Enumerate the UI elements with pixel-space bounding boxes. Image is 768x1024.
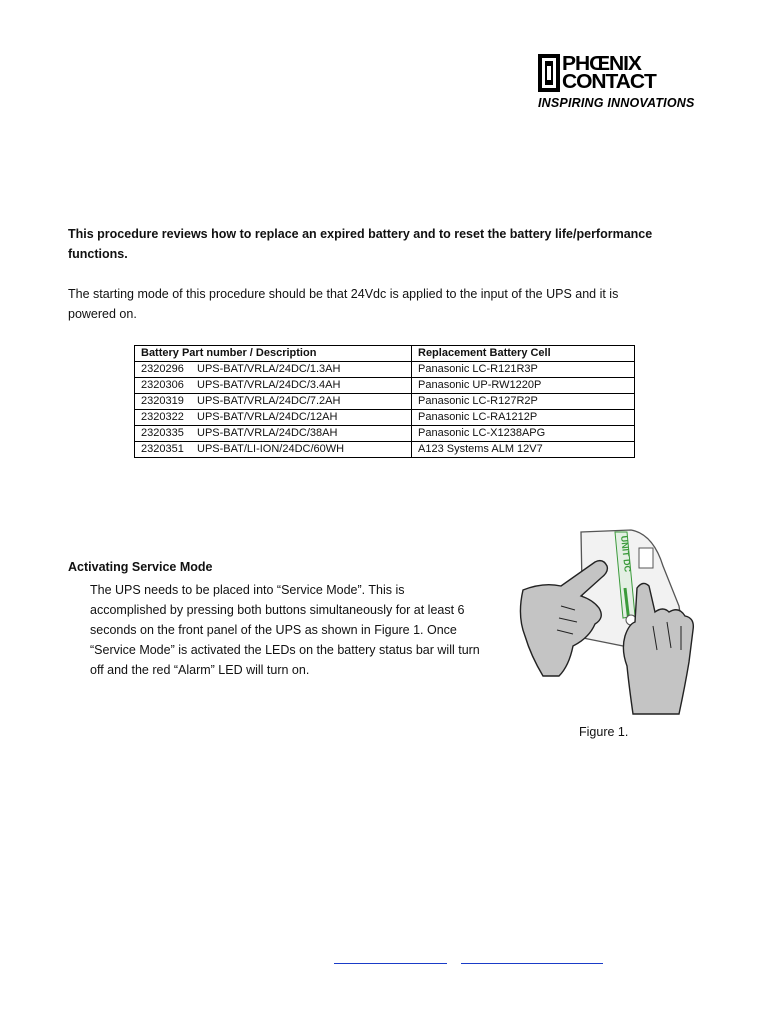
section-title: Activating Service Mode [68,560,213,574]
table-header-row [135,346,635,362]
replacement-cell: Panasonic LC-R127R2P [412,394,635,410]
replacement-cell: Panasonic LC-X1238APG [412,426,635,442]
header-cell: Replacement Battery Cell [412,346,635,362]
battery-table [134,345,635,458]
logo-tagline: INSPIRING INNOVATIONS [538,96,695,110]
part-number: 2320296 [141,363,184,375]
service-mode-paragraph: The UPS needs to be placed into “Service Mode”. This is accomplished by pressing both buttons simultaneously for at least 6 seconds on the front panel of the UPS as shown in Figure 1. Once “Service Mode” is activated the LEDs on the battery status bar will turn off and the red “Alarm” LED will turn on. [90,583,480,677]
replacement-cell: Panasonic UP-RW1220P [412,378,635,394]
part-number: 2320351 [141,443,184,455]
logo-line-2: CONTACT [562,71,656,93]
logo-line-1: PHŒNIX [562,53,641,75]
table-row [135,426,635,442]
part-number: 2320319 [141,395,184,407]
figure-caption: Figure 1. [579,725,629,739]
ups-button-press-illustration [503,526,708,716]
part-description: UPS-BAT/VRLA/24DC/7.2AH [197,395,341,407]
part-number: 2320335 [141,427,184,439]
intro-paragraph: This procedure reviews how to replace an expired battery and to reset the battery life/performance functions. [68,227,653,261]
replacement-cell: Panasonic LC-R121R3P [412,362,635,378]
part-number: 2320306 [141,379,184,391]
footer-link-underline-1[interactable] [334,963,447,964]
table-row [135,410,635,426]
part-description: UPS-BAT/VRLA/24DC/38AH [197,427,338,439]
table-row [135,362,635,378]
replacement-cell: Panasonic LC-RA1212P [412,410,635,426]
phoenix-contact-logo [536,52,726,114]
table-row [135,378,635,394]
table-row [135,442,635,458]
part-description: UPS-BAT/VRLA/24DC/1.3AH [197,363,341,375]
device-label: UNIT DC [619,535,633,573]
part-description: UPS-BAT/VRLA/24DC/3.4AH [197,379,341,391]
starting-mode-paragraph: The starting mode of this procedure should be that 24Vdc is applied to the input of the UPS and it is powered on. [68,287,619,321]
logo-mark-icon [538,54,560,92]
part-number: 2320322 [141,411,184,423]
part-description: UPS-BAT/VRLA/24DC/12AH [197,411,338,423]
footer-link-underline-2[interactable] [461,963,603,964]
header-part: Battery Part number / Description [135,346,412,362]
table-row [135,394,635,410]
part-description: UPS-BAT/LI-ION/24DC/60WH [197,443,345,455]
replacement-cell: A123 Systems ALM 12V7 [412,442,635,458]
